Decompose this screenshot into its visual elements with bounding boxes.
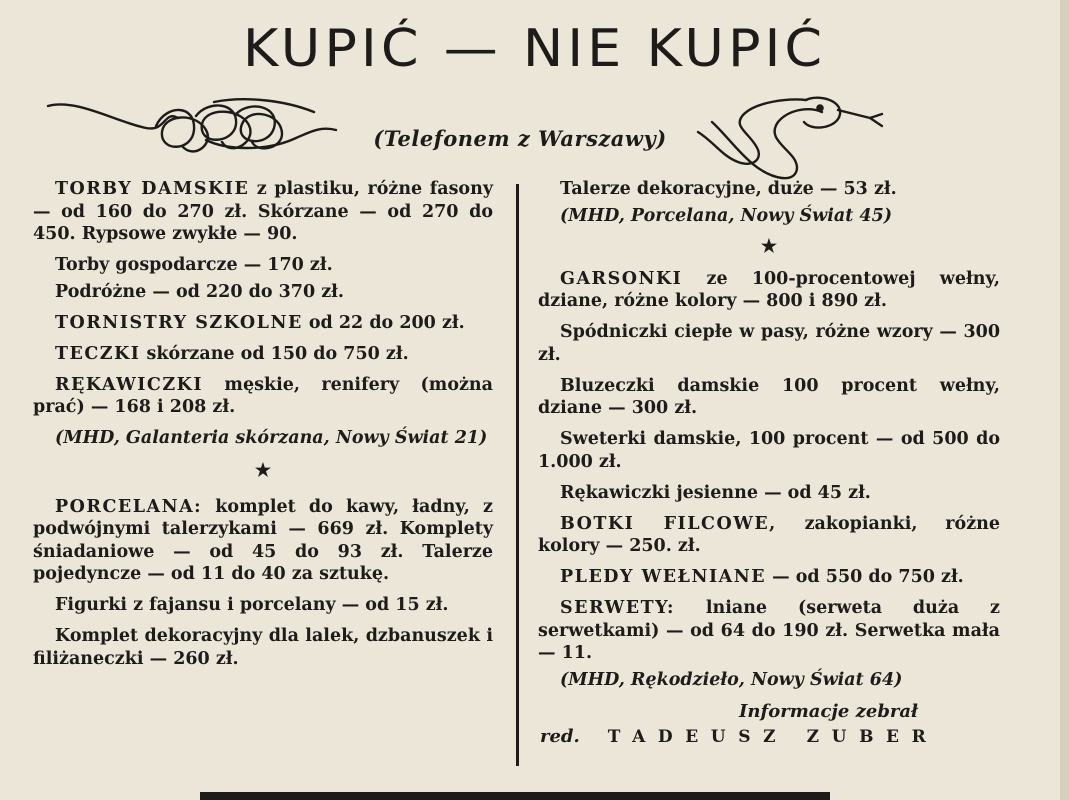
item-heading: GARSONKI bbox=[560, 268, 683, 289]
paragraph-torby-damskie bbox=[33, 178, 493, 246]
credits-label: Informacje zebrał bbox=[739, 700, 918, 722]
item-text: zakopianki, różne kolory — 250. zł. bbox=[538, 513, 1000, 556]
item-text: skórzane od 150 do 750 zł. bbox=[140, 343, 409, 364]
item-text: męskie, renifery (można prać) — 168 i 208 zł. bbox=[33, 374, 493, 417]
item-text: z plastiku, różne fasony — od 160 do 270 zł. Skórzane — od 270 do 450. Rypsowe zwykłe — 90. bbox=[33, 179, 493, 244]
item-text: ze 100-procentowej wełny, dziane, różne kolory — 800 i 890 zł. bbox=[538, 268, 1000, 311]
item-heading: TORNISTRY SZKOLNE bbox=[55, 312, 303, 333]
item-text: lniane (serweta duża z serwetkami) — od 64 do 190 zł. Serwetka mała — 11. bbox=[538, 598, 1000, 663]
source-note: (MHD, Porcelana, Nowy Świat 45) bbox=[560, 205, 893, 226]
source-note: (MHD, Galanteria skórzana, Nowy Świat 21) bbox=[55, 428, 488, 448]
item-heading: SERWETY: bbox=[560, 598, 675, 618]
paragraph-teczki bbox=[33, 343, 493, 366]
paragraph-sweterki: Sweterki damskie, 100 procent — od 500 do 1.000 zł. bbox=[538, 429, 1000, 472]
paragraph-rekawiczki-jesienne: Rękawiczki jesienne — od 45 zł. bbox=[560, 482, 871, 503]
paragraph-torby-gospodarcze: Torby gospodarcze — 170 zł. bbox=[55, 255, 333, 275]
page-edge bbox=[1060, 0, 1069, 800]
paragraph-rekawiczki-meskie bbox=[33, 374, 493, 419]
credits-prefix: red. bbox=[540, 725, 580, 747]
paragraph-tornistry bbox=[33, 312, 493, 335]
paragraph-botki bbox=[538, 513, 1000, 558]
credits-author: TADEUSZ ZUBER bbox=[607, 726, 939, 747]
paragraph-bluzeczki: Bluzeczki damskie 100 procent wełny, dziane — 300 zł. bbox=[538, 375, 1000, 418]
source-note: (MHD, Rękodzieło, Nowy Świat 64) bbox=[560, 669, 903, 690]
paragraph-spodniczki: Spódniczki ciepłe w pasy, różne wzory — 300 zł. bbox=[538, 322, 1000, 365]
item-text: — od 550 do 750 zł. bbox=[766, 567, 964, 587]
paragraph-figurki: Figurki z fajansu i porcelany — od 15 zł. bbox=[55, 595, 449, 615]
item-heading: PLEDY WEŁNIANE bbox=[560, 567, 767, 587]
item-heading: BOTKI FILCOWE, bbox=[560, 513, 777, 534]
item-text: komplet do kawy, ładny, z podwójnymi talerzykami — 669 zł. Komplety śniadaniowe — od 45 do 93 zł. Talerze pojedyncze — od 11 do 40 za sztukę. bbox=[33, 496, 493, 584]
paragraph-porcelana bbox=[33, 496, 493, 586]
star-separator-icon: ★ bbox=[254, 459, 272, 481]
paragraph-talerze-dekoracyjne: Talerze dekoracyjne, duże — 53 zł. bbox=[560, 179, 897, 199]
paragraph-serwety bbox=[538, 597, 1000, 665]
scribble-doodle-icon bbox=[46, 96, 346, 166]
page-subtitle: (Telefonem z Warszawy) bbox=[373, 126, 667, 151]
item-heading: PORCELANA: bbox=[55, 496, 203, 517]
left-column bbox=[33, 178, 493, 679]
bottom-rule bbox=[200, 792, 830, 800]
paragraph-podrozne: Podróżne — od 220 do 370 zł. bbox=[55, 281, 344, 302]
paragraph-pledy bbox=[538, 566, 1000, 589]
item-heading: RĘKAWICZKI bbox=[55, 374, 204, 395]
credits bbox=[538, 700, 1000, 749]
snake-doodle-icon bbox=[692, 92, 892, 184]
item-heading: TECZKI bbox=[55, 343, 141, 364]
paragraph-komplet-dekoracyjny: Komplet dekoracyjny dla lalek, dzbanuszek i filiżaneczki — 260 zł. bbox=[33, 626, 493, 669]
credits-line bbox=[538, 726, 1000, 749]
item-heading: TORBY DAMSKIE bbox=[55, 179, 250, 199]
star-separator-icon: ★ bbox=[760, 235, 778, 257]
item-text: od 22 do 200 zł. bbox=[302, 312, 465, 333]
right-column bbox=[538, 178, 1000, 748]
paragraph-garsonki bbox=[538, 268, 1000, 313]
page-title: KUPIĆ — NIE KUPIĆ bbox=[242, 18, 827, 79]
column-divider bbox=[516, 184, 519, 766]
